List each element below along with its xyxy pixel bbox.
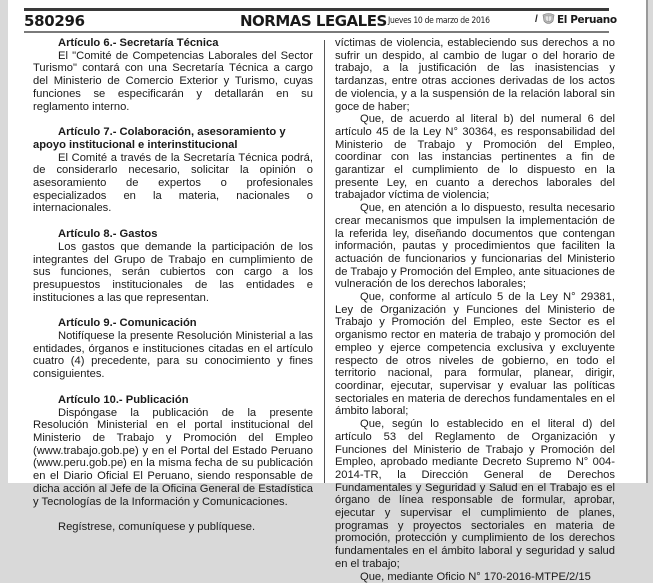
paragraph: Que, según lo establecido en el literal d) del artículo 53 del Reglamento de Organización y Funciones del Ministerio de Trabajo y Promoción del Empleo, aprobado mediante Decreto Supremo N° 004-2014-TR, la Dirección General de Derechos Fundamentales y Seguridad y Salud en el Trabajo es el órgano de línea responsable de formular, aprobar, ejecutar y supervisar el cumplimiento de planes, programas y proyectos sectoriales en materia de promoción, protección y cumplimiento de los derechos fundamentales en el ámbito laboral y seguridad y salud en el trabajo; xyxy=(335,418,615,570)
article-heading: Artículo 9.- Comunicación xyxy=(58,317,197,330)
article-7 xyxy=(33,126,313,215)
article-body: Dispóngase la publicación de la presente Resolución Ministerial en el portal institucional del Ministerio de Trabajo y Promoción del Empleo (www.trabajo.gob.pe) y en el Portal del Estado Peruano (www.peru.gob.pe) en la misma fecha de su publicación en el Diario Oficial El Peruano, siendo responsable de dicha acción al Jefe de la Oficina General de Estadística y Tecnologías de la Información y Comunicaciones. xyxy=(33,406,313,508)
left-column xyxy=(33,37,313,534)
right-column xyxy=(335,37,615,583)
brand-name: El Peruano xyxy=(557,14,617,26)
paragraph-cut-off: Que, mediante Oficio N° 170-2016-MTPE/2/15 xyxy=(360,570,591,583)
paragraph: Que, en atención a lo dispuesto, resulta necesario crear mecanismos que impulsen la implementación de la referida ley, diseñando documentos que contengan información, pautas y procedimientos que faciliten la actuación de funcionarios y funcionarias del Ministerio de Trabajo y Promoción del Empleo, ante situaciones de vulneración de los derechos laborales; xyxy=(335,202,615,291)
column-divider xyxy=(324,40,325,483)
article-body: Notifíquese la presente Resolución Ministerial a las entidades, órganos e instituciones citadas en el artículo cuatro (4) precedente, para su conocimiento y fines consiguientes. xyxy=(33,330,313,381)
article-body: El "Comité de Competencias Laborales del Sector Turismo" contará con una Secretaría Técnica a cargo del Ministerio de Comercio Exterior y Turismo, cuyas funciones se especificarán y detallarán en su reglamento interno. xyxy=(33,49,313,113)
article-10 xyxy=(33,394,313,508)
section-title: NORMAS LEGALES xyxy=(240,12,387,30)
header-rule-bottom xyxy=(24,31,609,33)
header-rule-top xyxy=(24,8,609,11)
article-heading: Artículo 8.- Gastos xyxy=(58,228,158,241)
paragraph-continued: víctimas de violencia, estableciendo sus derechos a no sufrir un despido, al cambio de lugar o del horario de trabajo, a la justificación de las inasistencias y tardanzas, entre otras acciones derivadas de los actos de violencia, y a la suspensión de la relación laboral sin goce de haber; xyxy=(335,37,615,113)
header-separator: / xyxy=(535,14,538,25)
article-heading: Artículo 7.- Colaboración, asesoramiento y apoyo institucional e interinstitucional xyxy=(33,126,286,151)
publication-date: Jueves 10 de marzo de 2016 xyxy=(388,16,490,26)
page-number: 580296 xyxy=(24,12,85,30)
article-body: El Comité a través de la Secretaría Técnica podrá, de considerarlo necesario, solicitar la opinión o asesoramiento de expertos o profesionales especializados en la materia, nacionales o internacionales. xyxy=(33,151,313,215)
paragraph: Que, de acuerdo al literal b) del numeral 6 del artículo 45 de la Ley N° 30364, es responsabilidad del Ministerio de Trabajo y Promoción del Empleo, coordinar con las instancias pertinentes a fin de garantizar el cumplimiento de lo dispuesto en la presente Ley, en cuanto a derechos laborales del trabajador víctima de violencia; xyxy=(335,113,615,202)
coat-of-arms-icon xyxy=(542,12,555,26)
closing-formula: Regístrese, comuníquese y publíquese. xyxy=(58,521,256,534)
article-body: Los gastos que demande la participación de los integrantes del Grupo de Trabajo en cumplimiento de sus funciones, serán cubiertos con cargo a los presupuestos institucionales de las entidades e instituciones a las que representan. xyxy=(33,240,313,304)
article-6 xyxy=(33,37,313,113)
article-8 xyxy=(33,228,313,304)
page-edge xyxy=(646,0,648,483)
paragraph: Que, conforme al artículo 5 de la Ley N° 29381, Ley de Organización y Funciones del Ministerio de Trabajo y Promoción del Empleo, este Sector es el organismo rector en materia de trabajo y promoción del empleo y ejerce competencia exclusiva y excluyente respecto de otros niveles de gobierno, en todo el territorio nacional, para formular, planear, dirigir, coordinar, ejecutar, supervisar y evaluar las políticas sectoriales en materia de derechos fundamentales en el ámbito laboral; xyxy=(335,291,615,418)
article-heading: Artículo 6.- Secretaría Técnica xyxy=(58,37,219,49)
article-9 xyxy=(33,317,313,381)
article-heading: Artículo 10.- Publicación xyxy=(58,393,189,406)
